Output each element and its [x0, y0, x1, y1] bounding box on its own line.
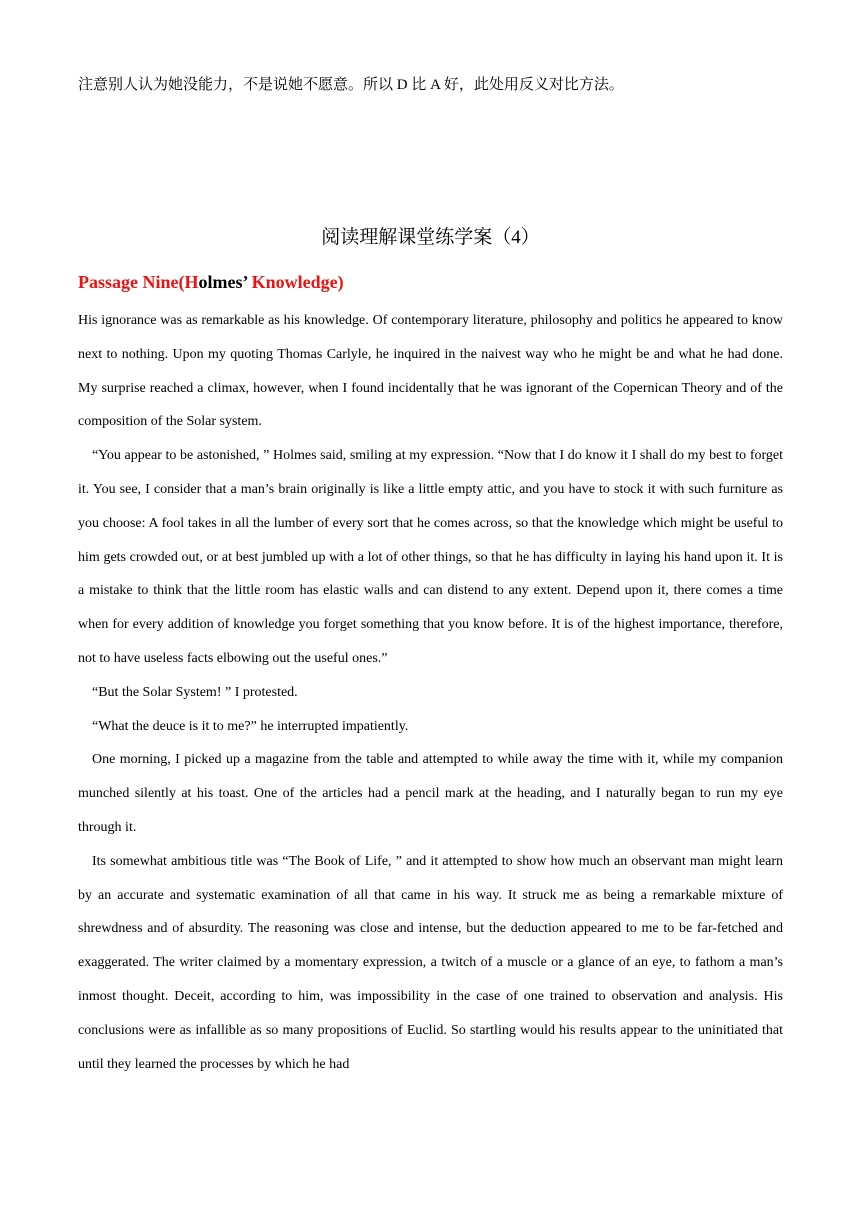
paragraph-3: “But the Solar System! ” I protested. [92, 684, 298, 700]
passage-heading [78, 268, 344, 296]
passage-heading-part2: olmes’ [198, 272, 248, 292]
paragraph-4: “What the deuce is it to me?” he interrupted impatiently. [92, 718, 409, 734]
passage-body [78, 304, 783, 1081]
section-title: 阅读理解课堂练学案（4） [321, 227, 540, 248]
paragraph-5: One morning, I picked up a magazine from the table and attempted to while away the time with it, while my companion munched silently at his toast. One of the articles had a pencil mark at the heading, and I naturally began to run my eye through it. [78, 752, 783, 835]
passage-heading-part1: Passage Nine(H [78, 272, 199, 292]
paragraph-1: His ignorance was as remarkable as his knowledge. Of contemporary literature, philosophy and politics he appeared to know next to nothing. Upon my quoting Thomas Carlyle, he inquired in the naivest way who he might be and what he had done. My surprise reached a climax, however, when I found incidentally that he was ignorant of the Copernican Theory and of the composition of the Solar system. [78, 313, 783, 430]
passage-heading-part3: Knowledge) [247, 272, 344, 292]
paragraph-2: “You appear to be astonished, ” Holmes said, smiling at my expression. “Now that I do know it I shall do my best to forget it. You see, I consider that a man’s brain originally is like a little empty attic, and you have to stock it with such furniture as you choose: A fool takes in all the lumber of every sort that he comes across, so that the knowledge which might be useful to him gets crowded out, or at best jumbled up with a lot of other things, so that he has difficulty in laying his hand upon it. It is a mistake to think that the little room has elastic walls and can distend to any extent. Depend upon it, there comes a time when for every addition of knowledge you forget something that you know before. It is of the highest importance, therefore, not to have useless facts elbowing out the useful ones.” [78, 448, 783, 666]
top-note: 注意别人认为她没能力，不是说她不愿意。所以 D 比 A 好，此处用反义对比方法。 [78, 77, 624, 93]
paragraph-6: Its somewhat ambitious title was “The Book of Life, ” and it attempted to show how much an observant man might learn by an accurate and systematic examination of all that came in his way. It struck me as being a remarkable mixture of shrewdness and of absurdity. The reasoning was close and intense, but the deduction appeared to me to be far-fetched and exaggerated. The writer claimed by a momentary expression, a twitch of a muscle or a glance of an eye, to fathom a man’s inmost thought. Deceit, according to him, was impossibility in the case of one trained to observation and analysis. His conclusions were as infallible as so many propositions of Euclid. So startling would his results appear to the uninitiated that until they learned the processes by which he had [78, 853, 783, 1072]
